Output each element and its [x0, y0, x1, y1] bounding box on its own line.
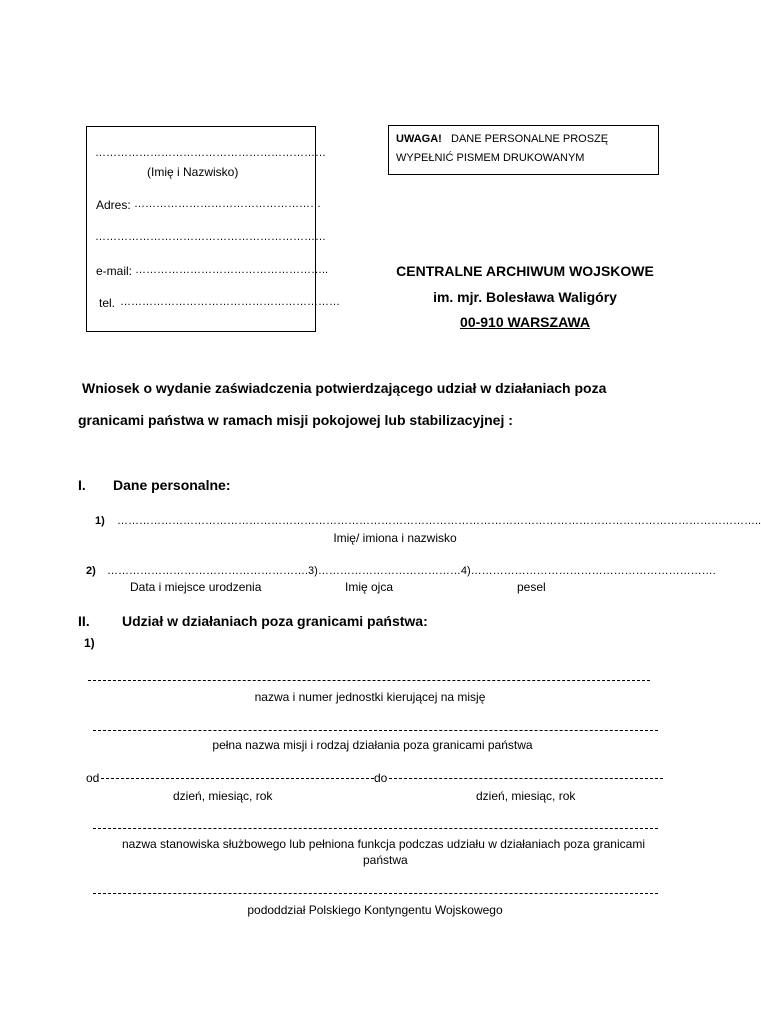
title-line2: granicami państwa w ramach misji pokojowej lub stabilizacyjnej : [78, 412, 513, 428]
sender-address-label: Adres: [96, 198, 131, 212]
label-pesel: pesel [517, 580, 546, 594]
field1-label: Imię/ imiona i nazwisko [333, 531, 457, 545]
field1-number: 1) [95, 515, 105, 527]
title-line1: Wniosek o wydanie zaświadczenia potwierdzającego udział w działaniach poza [82, 380, 607, 396]
item1-number: 1) [84, 636, 95, 650]
subunit-input-line[interactable] [93, 893, 658, 894]
sender-name-label: (Imię i Nazwisko) [147, 165, 239, 179]
label-position-2: państwa [363, 853, 408, 867]
field1-line[interactable]: ………………………………………………………………………………………………………………………………………………………….. [117, 515, 761, 527]
sender-phone-line[interactable]: …………………………………………………… [120, 296, 340, 308]
position-input-line[interactable] [93, 828, 658, 829]
label-birth: Data i miejsce urodzenia [130, 580, 262, 594]
notice-warning: UWAGA! [396, 133, 442, 145]
label-date-to: dzień, miesiąc, rok [476, 789, 576, 803]
label-unit: nazwa i numer jednostki kierującej na misję [254, 690, 486, 704]
notice-line1 [396, 133, 608, 145]
section2-heading: Udział w działaniach poza granicami państwa: [122, 613, 428, 629]
label-position-1: nazwa stanowiska służbowego lub pełniona funkcja podczas udziału w działaniach poza granicami [122, 837, 645, 851]
notice-text1: DANE PERSONALNE PROSZĘ [451, 133, 609, 145]
sender-email-label: e-mail: [96, 264, 133, 278]
section2-numeral: II. [78, 613, 90, 629]
field2-line[interactable]: ……………………………………………….3)…………………………………4)…………………………………………………………. [107, 565, 716, 577]
sender-name-line[interactable]: ……………………………………………………… [95, 147, 326, 159]
notice-line2: WYPEŁNIĆ PISMEM DRUKOWANYM [396, 152, 585, 164]
mission-input-line[interactable] [93, 730, 658, 731]
label-date-from: dzień, miesiąc, rok [173, 789, 273, 803]
unit-input-line[interactable] [88, 680, 650, 681]
sender-address-line2[interactable]: ……………………………………………………… [95, 231, 326, 243]
recipient-line2: im. mjr. Bolesława Waligóry [433, 289, 617, 305]
date-to-input-line[interactable] [389, 778, 663, 779]
section1-heading: Dane personalne: [113, 477, 231, 493]
sender-address-line[interactable]: …………………………………………… [134, 198, 321, 210]
recipient-line1: CENTRALNE ARCHIWUM WOJSKOWE [396, 263, 654, 279]
from-label: od [86, 771, 100, 785]
sender-phone-label: tel. [99, 296, 116, 310]
section1-numeral: I. [78, 477, 86, 493]
label-father: Imię ojca [345, 580, 394, 594]
recipient-line3: 00-910 WARSZAWA [460, 314, 590, 330]
label-subunit: pododdział Polskiego Kontyngentu Wojskowego [247, 903, 503, 917]
to-label: do [374, 771, 388, 785]
sender-email-line[interactable]: …………………………………………….. [135, 264, 329, 276]
label-mission: pełna nazwa misji i rodzaj działania poza granicami państwa [212, 738, 533, 752]
field2-number: 2) [86, 565, 96, 577]
date-from-input-line[interactable] [101, 778, 374, 779]
